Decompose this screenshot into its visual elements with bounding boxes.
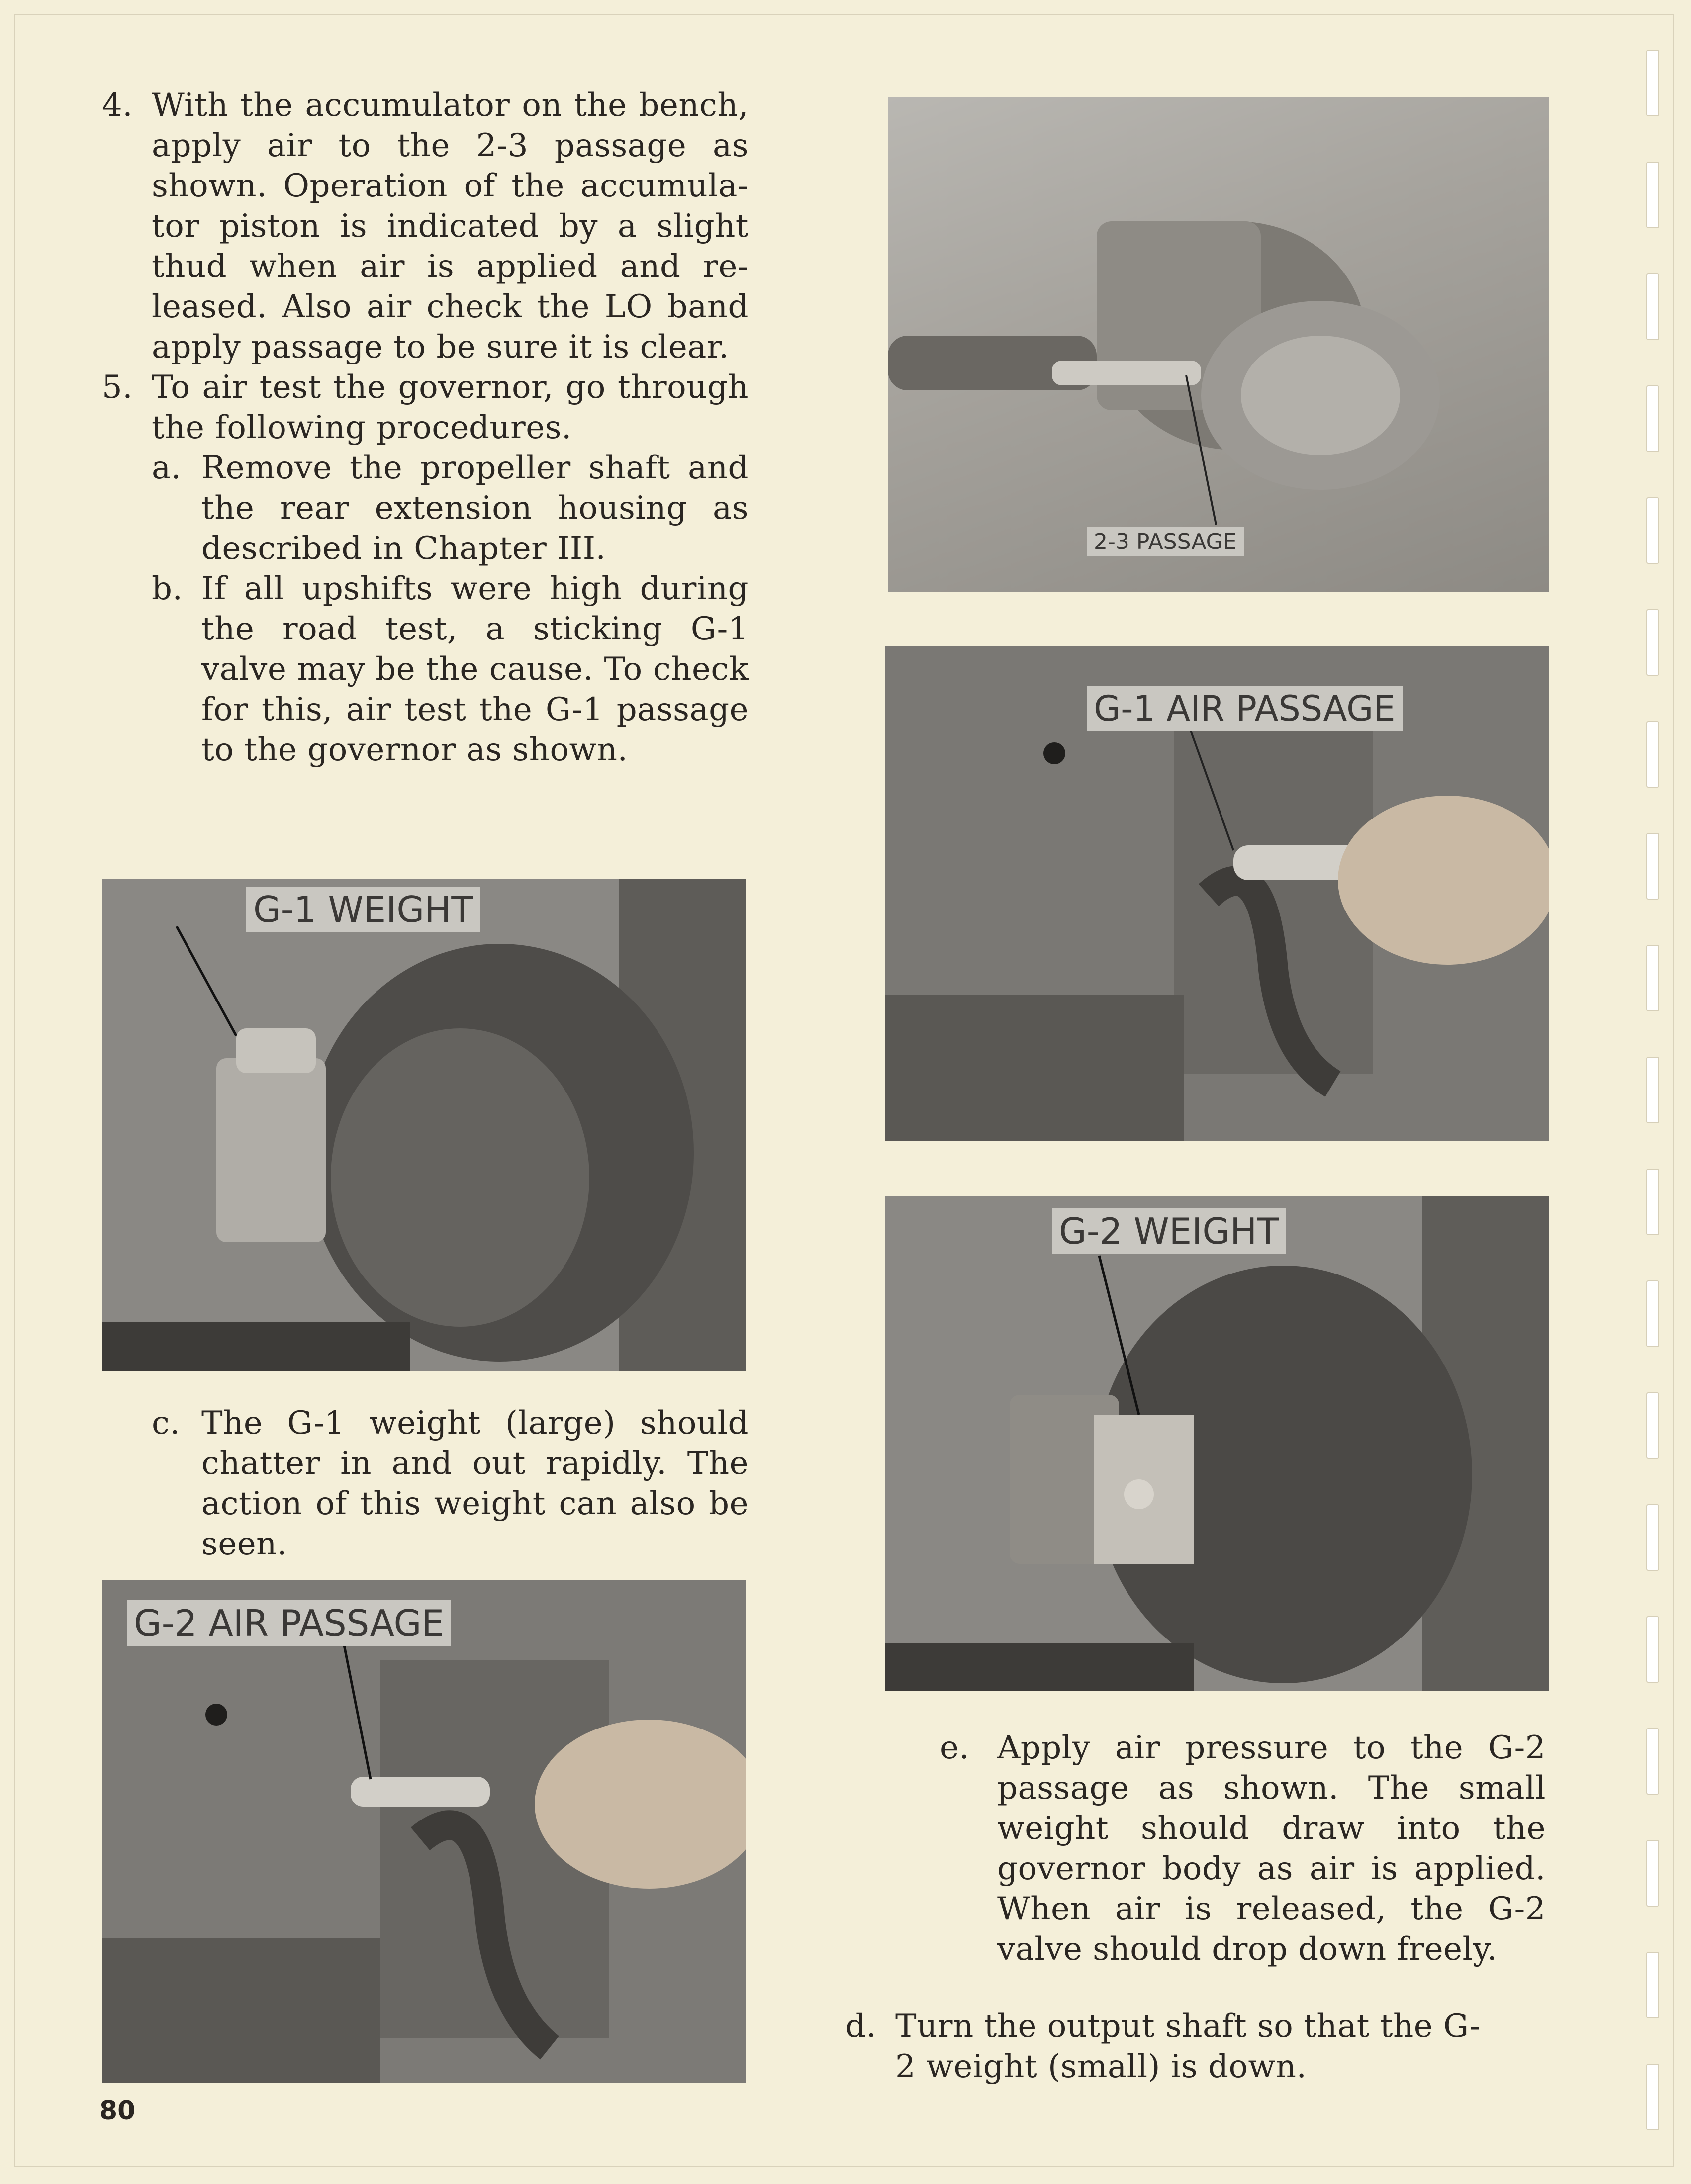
binding-hole bbox=[1646, 273, 1659, 340]
photo-g1-weight bbox=[102, 879, 746, 1371]
step-a bbox=[102, 448, 749, 569]
label-g2-weight: G-2 WEIGHT bbox=[1052, 1208, 1286, 1254]
step-d-text: Turn the output shaft so that the G-2 weight (small) is down. bbox=[895, 2008, 1481, 2085]
step-b bbox=[102, 569, 749, 770]
binding-hole bbox=[1646, 609, 1659, 676]
step-d-block bbox=[846, 2006, 1492, 2087]
step-b-letter: b. bbox=[152, 570, 183, 607]
step-4-number: 4. bbox=[102, 87, 133, 124]
step-5 bbox=[102, 367, 749, 448]
binding-hole bbox=[1646, 1840, 1659, 1907]
step-c-block bbox=[152, 1403, 749, 1564]
step-e bbox=[940, 1728, 1546, 1970]
step-5-number: 5. bbox=[102, 369, 133, 406]
step-5-text: To air test the governor, go through the following procedures. bbox=[152, 369, 749, 446]
step-c-text: The G-1 weight (large) should chatter in and out rapidly. The action of this weight can also be seen. bbox=[201, 1405, 749, 1562]
label-g2-air-passage: G-2 AIR PASSAGE bbox=[127, 1600, 451, 1646]
label-2-3-passage: 2-3 PASSAGE bbox=[1087, 527, 1244, 556]
governor-g1-illustration bbox=[102, 879, 746, 1371]
step-d bbox=[846, 2006, 1492, 2087]
photo-g2-air-passage bbox=[102, 1580, 746, 2083]
binding-hole bbox=[1646, 945, 1659, 1011]
step-d-letter: d. bbox=[846, 2008, 877, 2045]
step-e-letter: e. bbox=[940, 1729, 970, 1766]
binding-hole bbox=[1646, 1392, 1659, 1459]
binding-hole bbox=[1646, 1728, 1659, 1795]
photo-g2-weight bbox=[885, 1196, 1549, 1691]
governor-g2-illustration bbox=[885, 1196, 1549, 1691]
binding-hole bbox=[1646, 162, 1659, 228]
label-g1-air-passage: G-1 AIR PASSAGE bbox=[1087, 686, 1403, 731]
step-a-text: Remove the propeller shaft and the rear extension housing as described in Chapter III. bbox=[201, 450, 749, 567]
step-a-letter: a. bbox=[152, 450, 182, 486]
binding-hole bbox=[1646, 50, 1659, 116]
binding-hole bbox=[1646, 833, 1659, 900]
label-g1-weight: G-1 WEIGHT bbox=[246, 887, 480, 932]
binding-holes bbox=[1646, 50, 1659, 2138]
binding-hole bbox=[1646, 1952, 1659, 2018]
step-e-block bbox=[940, 1728, 1546, 1970]
step-e-text: Apply air pressure to the G-2 passage as shown. The small weight should draw into the governor body as air is applied. When air is released, the G-2 valve should drop down freely. bbox=[997, 1729, 1546, 1968]
photo-g1-air-passage bbox=[885, 646, 1549, 1141]
binding-hole bbox=[1646, 385, 1659, 452]
page-number: 80 bbox=[99, 2096, 136, 2126]
binding-hole bbox=[1646, 1616, 1659, 1683]
binding-hole bbox=[1646, 1280, 1659, 1347]
valve-body-g2-illustration bbox=[102, 1580, 746, 2083]
photo-2-3-passage bbox=[888, 97, 1549, 592]
binding-hole bbox=[1646, 1169, 1659, 1235]
binding-hole bbox=[1646, 497, 1659, 564]
binding-hole bbox=[1646, 1504, 1659, 1571]
accumulator-illustration bbox=[888, 97, 1549, 592]
binding-hole bbox=[1646, 1057, 1659, 1123]
step-c bbox=[152, 1403, 749, 1564]
step-c-letter: c. bbox=[152, 1405, 181, 1442]
left-steps-block bbox=[102, 86, 749, 770]
binding-hole bbox=[1646, 721, 1659, 788]
step-4 bbox=[102, 86, 749, 367]
step-b-text: If all upshifts were high during the road test, a sticking G-1 valve may be the cause. To check for this, air test the G-1 passage to the governor as shown. bbox=[201, 570, 749, 768]
binding-hole bbox=[1646, 2064, 1659, 2130]
step-4-text: With the accumulator on the bench, apply air to the 2-3 passage as shown. Operation of the accumula-tor piston is indicated by a slight thud when air is applied and re-leased. Also air check the LO band apply passage to be sure it is clear. bbox=[152, 87, 749, 365]
